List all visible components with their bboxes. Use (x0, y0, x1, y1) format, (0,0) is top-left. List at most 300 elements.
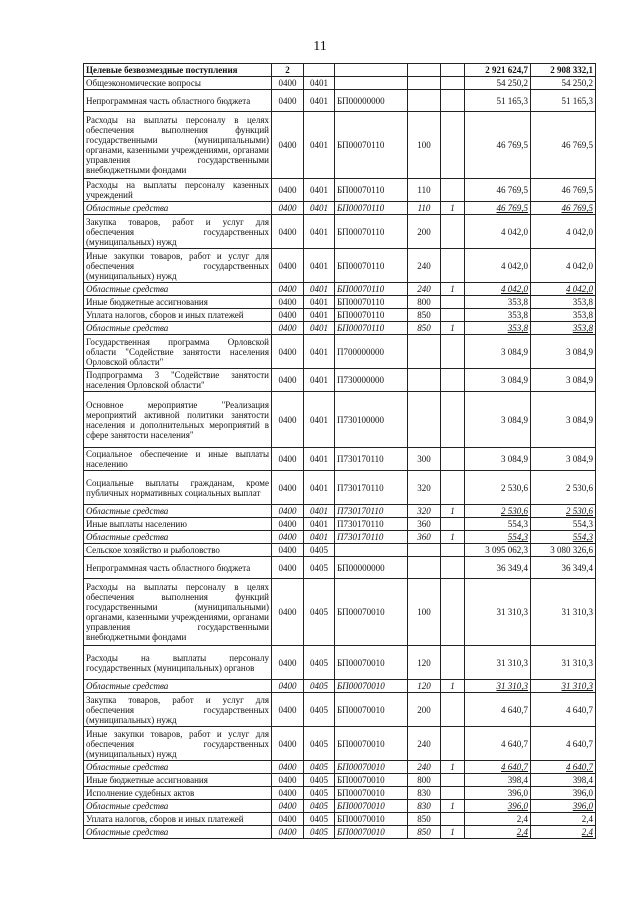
amount-year-1: 353,8 (465, 322, 531, 335)
subsection-code: 0401 (304, 322, 335, 335)
subsection-code: 0405 (304, 826, 335, 839)
amount-year-1: 4 042,0 (465, 215, 531, 249)
amount-year-1: 4 042,0 (465, 283, 531, 296)
amount-year-1: 4 640,7 (465, 761, 531, 774)
table-row (84, 727, 596, 761)
subsection-code: 0405 (304, 680, 335, 693)
amount-year-1: 554,3 (465, 518, 531, 531)
expense-type-code: 850 (408, 826, 441, 839)
target-article-code: БП00070110 (335, 283, 408, 296)
subsection-code: 0405 (304, 761, 335, 774)
amount-year-2: 398,4 (531, 774, 596, 787)
row-name: Областные средства (84, 680, 272, 693)
amount-year-2: 2 530,6 (531, 471, 596, 505)
amount-year-2: 554,3 (531, 518, 596, 531)
expense-type-code: 830 (408, 800, 441, 813)
section-code: 2 (272, 64, 304, 77)
table-row (84, 813, 596, 826)
amount-year-1: 4 640,7 (465, 693, 531, 727)
amount-year-1: 2 530,6 (465, 471, 531, 505)
subsection-code: 0401 (304, 531, 335, 544)
target-article-code: П730170110 (335, 448, 408, 471)
target-article-code: БП00070010 (335, 761, 408, 774)
table-row (84, 471, 596, 505)
subsection-code: 0405 (304, 787, 335, 800)
target-article-code: БП00070110 (335, 215, 408, 249)
amount-year-2: 4 640,7 (531, 727, 596, 761)
row-name: Исполнение судебных актов (84, 787, 272, 800)
funding-source-code: 1 (441, 531, 465, 544)
budget-table (83, 63, 596, 839)
target-article-code: БП00070110 (335, 202, 408, 215)
table-row (84, 826, 596, 839)
subsection-code: 0401 (304, 471, 335, 505)
subsection-code: 0401 (304, 518, 335, 531)
funding-source-code (441, 813, 465, 826)
funding-source-code (441, 296, 465, 309)
subsection-code (304, 64, 335, 77)
expense-type-code: 320 (408, 471, 441, 505)
subsection-code: 0401 (304, 335, 335, 369)
target-article-code: БП00070010 (335, 813, 408, 826)
expense-type-code: 200 (408, 215, 441, 249)
expense-type-code: 800 (408, 296, 441, 309)
funding-source-code: 1 (441, 761, 465, 774)
amount-year-2: 353,8 (531, 309, 596, 322)
row-name: Областные средства (84, 531, 272, 544)
amount-year-1: 398,4 (465, 774, 531, 787)
target-article-code: БП00070010 (335, 727, 408, 761)
funding-source-code: 1 (441, 202, 465, 215)
funding-source-code: 1 (441, 283, 465, 296)
section-code: 0400 (272, 787, 304, 800)
amount-year-2: 36 349,4 (531, 557, 596, 579)
subsection-code: 0405 (304, 557, 335, 579)
amount-year-1: 353,8 (465, 296, 531, 309)
amount-year-1: 3 084,9 (465, 335, 531, 369)
table-row (84, 646, 596, 680)
amount-year-2: 4 640,7 (531, 693, 596, 727)
subsection-code: 0401 (304, 448, 335, 471)
expense-type-code: 850 (408, 322, 441, 335)
amount-year-2: 3 084,9 (531, 448, 596, 471)
amount-year-2: 396,0 (531, 800, 596, 813)
funding-source-code (441, 646, 465, 680)
row-name: Общеэкономические вопросы (84, 77, 272, 90)
section-code: 0400 (272, 249, 304, 283)
table-row (84, 505, 596, 518)
funding-source-code: 1 (441, 826, 465, 839)
expense-type-code: 850 (408, 309, 441, 322)
target-article-code: БП00000000 (335, 557, 408, 579)
subsection-code: 0401 (304, 90, 335, 112)
section-code: 0400 (272, 392, 304, 448)
funding-source-code (441, 787, 465, 800)
expense-type-code: 300 (408, 448, 441, 471)
section-code: 0400 (272, 761, 304, 774)
subsection-code: 0405 (304, 693, 335, 727)
table-row (84, 680, 596, 693)
section-code: 0400 (272, 518, 304, 531)
table-row (84, 249, 596, 283)
section-code: 0400 (272, 179, 304, 202)
funding-source-code (441, 335, 465, 369)
row-name: Уплата налогов, сборов и иных платежей (84, 309, 272, 322)
row-name: Подпрограмма 3 "Содействие занятости населения Орловской области" (84, 369, 272, 392)
expense-type-code: 100 (408, 579, 441, 646)
table-row (84, 761, 596, 774)
funding-source-code (441, 579, 465, 646)
row-name: Непрограммная часть областного бюджета (84, 90, 272, 112)
section-code: 0400 (272, 531, 304, 544)
subsection-code: 0405 (304, 727, 335, 761)
funding-source-code (441, 518, 465, 531)
section-code: 0400 (272, 215, 304, 249)
amount-year-2: 3 080 326,6 (531, 544, 596, 557)
table-row (84, 392, 596, 448)
subsection-code: 0401 (304, 179, 335, 202)
amount-year-1: 46 769,5 (465, 202, 531, 215)
expense-type-code: 240 (408, 283, 441, 296)
expense-type-code (408, 544, 441, 557)
section-code: 0400 (272, 471, 304, 505)
expense-type-code: 110 (408, 179, 441, 202)
subsection-code: 0401 (304, 369, 335, 392)
expense-type-code: 120 (408, 680, 441, 693)
subsection-code: 0401 (304, 77, 335, 90)
funding-source-code (441, 544, 465, 557)
funding-source-code (441, 448, 465, 471)
subsection-code: 0401 (304, 202, 335, 215)
table-row (84, 77, 596, 90)
amount-year-2: 3 084,9 (531, 335, 596, 369)
expense-type-code: 240 (408, 761, 441, 774)
row-name: Расходы на выплаты персоналу в целях обеспечения выполнения функций государственными (муниципальными) органами, казенными учреждениями, органами управления государственными внебюджетными фондами (84, 579, 272, 646)
amount-year-2: 4 042,0 (531, 249, 596, 283)
amount-year-1: 31 310,3 (465, 680, 531, 693)
expense-type-code (408, 90, 441, 112)
expense-type-code (408, 392, 441, 448)
section-code: 0400 (272, 283, 304, 296)
amount-year-1: 2,4 (465, 826, 531, 839)
row-name: Областные средства (84, 800, 272, 813)
funding-source-code (441, 77, 465, 90)
amount-year-1: 396,0 (465, 800, 531, 813)
funding-source-code (441, 369, 465, 392)
row-name: Областные средства (84, 283, 272, 296)
subsection-code: 0401 (304, 392, 335, 448)
target-article-code: П730000000 (335, 369, 408, 392)
amount-year-2: 4 640,7 (531, 761, 596, 774)
subsection-code: 0401 (304, 112, 335, 179)
row-name: Уплата налогов, сборов и иных платежей (84, 813, 272, 826)
expense-type-code: 200 (408, 693, 441, 727)
amount-year-1: 353,8 (465, 309, 531, 322)
amount-year-2: 46 769,5 (531, 202, 596, 215)
funding-source-code (441, 557, 465, 579)
target-article-code: П730170110 (335, 505, 408, 518)
target-article-code: П730170110 (335, 518, 408, 531)
subsection-code: 0401 (304, 249, 335, 283)
row-name: Государственная программа Орловской области "Содействие занятости населения Орловской области" (84, 335, 272, 369)
row-name: Закупка товаров, работ и услуг для обеспечения государственных (муниципальных) нужд (84, 693, 272, 727)
amount-year-2: 3 084,9 (531, 392, 596, 448)
table-row (84, 112, 596, 179)
subsection-code: 0401 (304, 215, 335, 249)
table-row (84, 774, 596, 787)
target-article-code: БП00070010 (335, 646, 408, 680)
target-article-code: БП00070110 (335, 179, 408, 202)
amount-year-2: 46 769,5 (531, 112, 596, 179)
row-name: Областные средства (84, 761, 272, 774)
funding-source-code (441, 215, 465, 249)
amount-year-1: 31 310,3 (465, 646, 531, 680)
row-name: Сельское хозяйство и рыболовство (84, 544, 272, 557)
funding-source-code (441, 249, 465, 283)
target-article-code: БП00070110 (335, 309, 408, 322)
amount-year-1: 2,4 (465, 813, 531, 826)
amount-year-2: 2,4 (531, 813, 596, 826)
section-code: 0400 (272, 505, 304, 518)
funding-source-code: 1 (441, 800, 465, 813)
expense-type-code: 320 (408, 505, 441, 518)
row-name: Областные средства (84, 322, 272, 335)
expense-type-code: 850 (408, 813, 441, 826)
table-row (84, 335, 596, 369)
table-row (84, 322, 596, 335)
funding-source-code (441, 179, 465, 202)
amount-year-2: 31 310,3 (531, 579, 596, 646)
amount-year-1: 31 310,3 (465, 579, 531, 646)
section-code: 0400 (272, 557, 304, 579)
amount-year-1: 36 349,4 (465, 557, 531, 579)
subsection-code: 0405 (304, 800, 335, 813)
section-code: 0400 (272, 646, 304, 680)
amount-year-2: 2 530,6 (531, 505, 596, 518)
section-code: 0400 (272, 335, 304, 369)
amount-year-1: 54 250,2 (465, 77, 531, 90)
subsection-code: 0401 (304, 309, 335, 322)
section-code: 0400 (272, 448, 304, 471)
section-code: 0400 (272, 813, 304, 826)
amount-year-1: 46 769,5 (465, 112, 531, 179)
expense-type-code (408, 77, 441, 90)
target-article-code: БП00070010 (335, 826, 408, 839)
table-body (84, 64, 596, 839)
funding-source-code (441, 693, 465, 727)
expense-type-code: 240 (408, 249, 441, 283)
target-article-code: БП00070010 (335, 680, 408, 693)
row-name: Целевые безвозмездные поступления (84, 64, 272, 77)
table-row (84, 179, 596, 202)
section-code: 0400 (272, 826, 304, 839)
table-row (84, 800, 596, 813)
expense-type-code (408, 557, 441, 579)
amount-year-1: 2 530,6 (465, 505, 531, 518)
section-code: 0400 (272, 369, 304, 392)
row-name: Социальное обеспечение и иные выплаты населению (84, 448, 272, 471)
amount-year-1: 3 084,9 (465, 448, 531, 471)
amount-year-2: 3 084,9 (531, 369, 596, 392)
target-article-code: БП00070110 (335, 249, 408, 283)
table-row (84, 531, 596, 544)
amount-year-1: 3 084,9 (465, 392, 531, 448)
row-name: Социальные выплаты гражданам, кроме публичных нормативных социальных выплат (84, 471, 272, 505)
section-code: 0400 (272, 579, 304, 646)
expense-type-code (408, 64, 441, 77)
row-name: Иные выплаты населению (84, 518, 272, 531)
funding-source-code (441, 90, 465, 112)
funding-source-code: 1 (441, 322, 465, 335)
table-row (84, 787, 596, 800)
subsection-code: 0401 (304, 296, 335, 309)
section-code: 0400 (272, 774, 304, 787)
section-code: 0400 (272, 309, 304, 322)
target-article-code: БП00070110 (335, 296, 408, 309)
target-article-code: П730170110 (335, 471, 408, 505)
table-row (84, 202, 596, 215)
section-code: 0400 (272, 202, 304, 215)
amount-year-2: 396,0 (531, 787, 596, 800)
funding-source-code (441, 112, 465, 179)
target-article-code: П730170110 (335, 531, 408, 544)
table-row (84, 369, 596, 392)
funding-source-code (441, 392, 465, 448)
amount-year-1: 3 095 062,3 (465, 544, 531, 557)
target-article-code (335, 64, 408, 77)
expense-type-code: 240 (408, 727, 441, 761)
amount-year-1: 51 165,3 (465, 90, 531, 112)
amount-year-2: 46 769,5 (531, 179, 596, 202)
target-article-code: П730100000 (335, 392, 408, 448)
section-code: 0400 (272, 800, 304, 813)
expense-type-code: 800 (408, 774, 441, 787)
row-name: Основное мероприятие "Реализация мероприятий активной политики занятости населения и дополнительных мероприятий в сфере занятости населения" (84, 392, 272, 448)
row-name: Иные бюджетные ассигнования (84, 296, 272, 309)
amount-year-2: 54 250,2 (531, 77, 596, 90)
table-row (84, 309, 596, 322)
table-row (84, 518, 596, 531)
amount-year-1: 4 640,7 (465, 727, 531, 761)
target-article-code: БП00070110 (335, 112, 408, 179)
funding-source-code (441, 471, 465, 505)
row-name: Расходы на выплаты персоналу государственных (муниципальных) органов (84, 646, 272, 680)
target-article-code (335, 77, 408, 90)
subsection-code: 0401 (304, 283, 335, 296)
amount-year-2: 4 042,0 (531, 215, 596, 249)
section-code: 0400 (272, 544, 304, 557)
amount-year-2: 4 042,0 (531, 283, 596, 296)
funding-source-code (441, 727, 465, 761)
expense-type-code: 100 (408, 112, 441, 179)
target-article-code: БП00070010 (335, 774, 408, 787)
target-article-code: П700000000 (335, 335, 408, 369)
target-article-code: БП00070010 (335, 800, 408, 813)
section-code: 0400 (272, 77, 304, 90)
section-code: 0400 (272, 90, 304, 112)
expense-type-code: 360 (408, 531, 441, 544)
page-number: 11 (313, 39, 327, 54)
amount-year-2: 353,8 (531, 296, 596, 309)
row-name: Расходы на выплаты персоналу казенных учреждений (84, 179, 272, 202)
table-row (84, 557, 596, 579)
amount-year-2: 353,8 (531, 322, 596, 335)
funding-source-code (441, 309, 465, 322)
funding-source-code (441, 774, 465, 787)
funding-source-code (441, 64, 465, 77)
section-code: 0400 (272, 112, 304, 179)
table-row (84, 296, 596, 309)
table-row (84, 64, 596, 77)
subsection-code: 0405 (304, 774, 335, 787)
expense-type-code: 360 (408, 518, 441, 531)
amount-year-2: 51 165,3 (531, 90, 596, 112)
subsection-code: 0401 (304, 505, 335, 518)
target-article-code: БП00070010 (335, 787, 408, 800)
row-name: Непрограммная часть областного бюджета (84, 557, 272, 579)
row-name: Закупка товаров, работ и услуг для обеспечения государственных (муниципальных) нужд (84, 215, 272, 249)
expense-type-code: 110 (408, 202, 441, 215)
expense-type-code (408, 369, 441, 392)
amount-year-1: 554,3 (465, 531, 531, 544)
table-row (84, 90, 596, 112)
amount-year-1: 3 084,9 (465, 369, 531, 392)
target-article-code (335, 544, 408, 557)
table-row (84, 544, 596, 557)
row-name: Областные средства (84, 826, 272, 839)
target-article-code: БП00070010 (335, 693, 408, 727)
target-article-code: БП00070010 (335, 579, 408, 646)
expense-type-code: 830 (408, 787, 441, 800)
row-name: Расходы на выплаты персоналу в целях обеспечения выполнения функций государственными (муниципальными) органами, казенными учреждениями, органами управления государственными внебюджетными фондами (84, 112, 272, 179)
table-row (84, 693, 596, 727)
section-code: 0400 (272, 727, 304, 761)
table-row (84, 579, 596, 646)
amount-year-1: 2 921 624,7 (465, 64, 531, 77)
target-article-code: БП00000000 (335, 90, 408, 112)
row-name: Иные закупки товаров, работ и услуг для обеспечения государственных (муниципальных) нужд (84, 727, 272, 761)
amount-year-1: 46 769,5 (465, 179, 531, 202)
amount-year-2: 554,3 (531, 531, 596, 544)
expense-type-code (408, 335, 441, 369)
section-code: 0400 (272, 296, 304, 309)
amount-year-2: 2,4 (531, 826, 596, 839)
funding-source-code: 1 (441, 680, 465, 693)
amount-year-1: 396,0 (465, 787, 531, 800)
table-row (84, 215, 596, 249)
amount-year-1: 4 042,0 (465, 249, 531, 283)
table-row (84, 283, 596, 296)
row-name: Иные закупки товаров, работ и услуг для обеспечения государственных (муниципальных) нужд (84, 249, 272, 283)
amount-year-2: 31 310,3 (531, 646, 596, 680)
row-name: Областные средства (84, 505, 272, 518)
table-row (84, 448, 596, 471)
section-code: 0400 (272, 680, 304, 693)
amount-year-2: 2 908 332,1 (531, 64, 596, 77)
section-code: 0400 (272, 693, 304, 727)
subsection-code: 0405 (304, 579, 335, 646)
amount-year-2: 31 310,3 (531, 680, 596, 693)
subsection-code: 0405 (304, 813, 335, 826)
expense-type-code: 120 (408, 646, 441, 680)
row-name: Иные бюджетные ассигнования (84, 774, 272, 787)
section-code: 0400 (272, 322, 304, 335)
target-article-code: БП00070110 (335, 322, 408, 335)
subsection-code: 0405 (304, 646, 335, 680)
funding-source-code: 1 (441, 505, 465, 518)
row-name: Областные средства (84, 202, 272, 215)
subsection-code: 0405 (304, 544, 335, 557)
